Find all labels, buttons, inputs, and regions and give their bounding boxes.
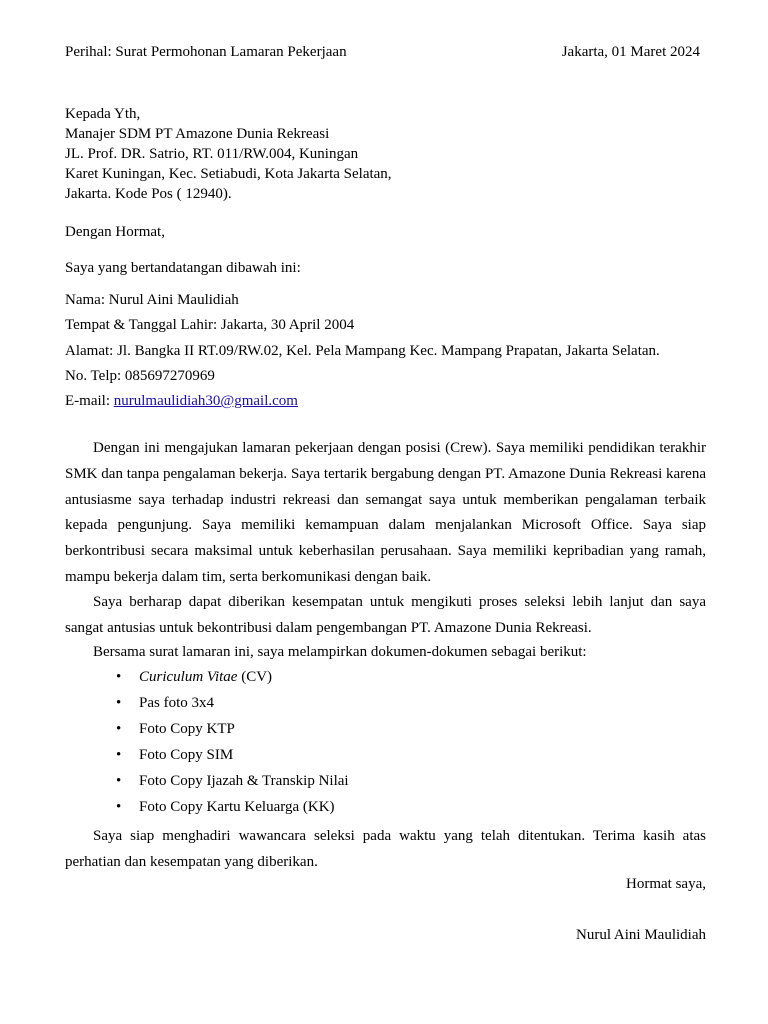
bullet-icon: •: [116, 773, 122, 789]
list-item-label: Foto Copy SIM: [139, 747, 234, 763]
bullet-icon: •: [116, 799, 122, 815]
recipient-line: Kepada Yth,: [65, 106, 141, 122]
bullet-icon: •: [116, 695, 122, 711]
regards: Hormat saya,: [626, 876, 706, 892]
applicant-email-row: [65, 391, 298, 411]
cv-suffix: (CV): [237, 669, 273, 685]
email-link[interactable]: nurulmaulidiah30@gmail.com: [113, 393, 298, 409]
intro-line: Saya yang bertandatangan dibawah ini:: [65, 260, 301, 276]
list-item: [65, 719, 349, 745]
recipient-line: JL. Prof. DR. Satrio, RT. 011/RW.004, Kuningan: [65, 146, 359, 162]
list-item: [65, 667, 349, 693]
recipient-line: Jakarta. Kode Pos ( 12940).: [65, 186, 232, 202]
attachment-list: [65, 667, 349, 823]
applicant-birth: Tempat & Tanggal Lahir: Jakarta, 30 April 2004: [65, 317, 355, 333]
greeting: Dengan Hormat,: [65, 224, 165, 240]
bullet-icon: •: [116, 747, 122, 763]
list-item: [65, 771, 349, 797]
list-item-label: Foto Copy Ijazah & Transkip Nilai: [139, 773, 349, 789]
place-date: Jakarta, 01 Maret 2024: [561, 44, 700, 60]
list-item-label: Pas foto 3x4: [139, 695, 214, 711]
recipient-line: Karet Kuningan, Kec. Setiabudi, Kota Jakarta Selatan,: [65, 166, 392, 182]
list-item: [65, 797, 349, 823]
list-item: [65, 745, 349, 771]
body-paragraph-3: Bersama surat lamaran ini, saya melampirkan dokumen-dokumen sebagai berikut:: [93, 644, 587, 660]
body-paragraph-1: Dengan ini mengajukan lamaran pekerjaan dengan posisi (Crew). Saya memiliki pendidikan terakhir SMK dan tanpa pengalaman bekerja. Saya tertarik bergabung dengan PT. Amazone Dunia Rekreasi karena antusiasme saya terhadap industri rekreasi dan semangat saya untuk memberikan pengalaman terbaik kepada pengunjung. Saya memiliki kemampuan dalam menjalankan Microsoft Office. Saya siap berkontribusi secara maksimal untuk keberhasilan perusahaan. Saya memiliki kepribadian yang ramah, mampu bekerja dalam tim, serta berkomunikasi dengan baik.: [65, 440, 706, 585]
cv-italic-label: Curiculum Vitae: [139, 669, 238, 685]
applicant-name: Nama: Nurul Aini Maulidiah: [65, 292, 239, 308]
closing-paragraph: Saya siap menghadiri wawancara seleksi pada waktu yang telah ditentukan. Terima kasih atas perhatian dan kesempatan yang diberikan.: [65, 828, 706, 870]
list-item-label: Foto Copy Kartu Keluarga (KK): [139, 799, 335, 815]
subject-line: Perihal: Surat Permohonan Lamaran Pekerjaan: [65, 44, 347, 60]
email-label: E-mail:: [65, 393, 114, 409]
applicant-address: Alamat: Jl. Bangka II RT.09/RW.02, Kel. Pela Mampang Kec. Mampang Prapatan, Jakarta Selatan.: [65, 343, 660, 359]
bullet-icon: •: [116, 721, 122, 737]
list-item: [65, 693, 349, 719]
body-paragraph-2: Saya berharap dapat diberikan kesempatan untuk mengikuti proses seleksi lebih lanjut dan saya sangat antusias untuk bekontribusi dalam pengembangan PT. Amazone Dunia Rekreasi.: [65, 594, 706, 636]
list-item-label: Foto Copy KTP: [139, 721, 235, 737]
recipient-line: Manajer SDM PT Amazone Dunia Rekreasi: [65, 126, 330, 142]
bullet-icon: •: [116, 669, 122, 685]
signer-name: Nurul Aini Maulidiah: [576, 927, 706, 943]
applicant-phone: No. Telp: 085697270969: [65, 368, 215, 384]
